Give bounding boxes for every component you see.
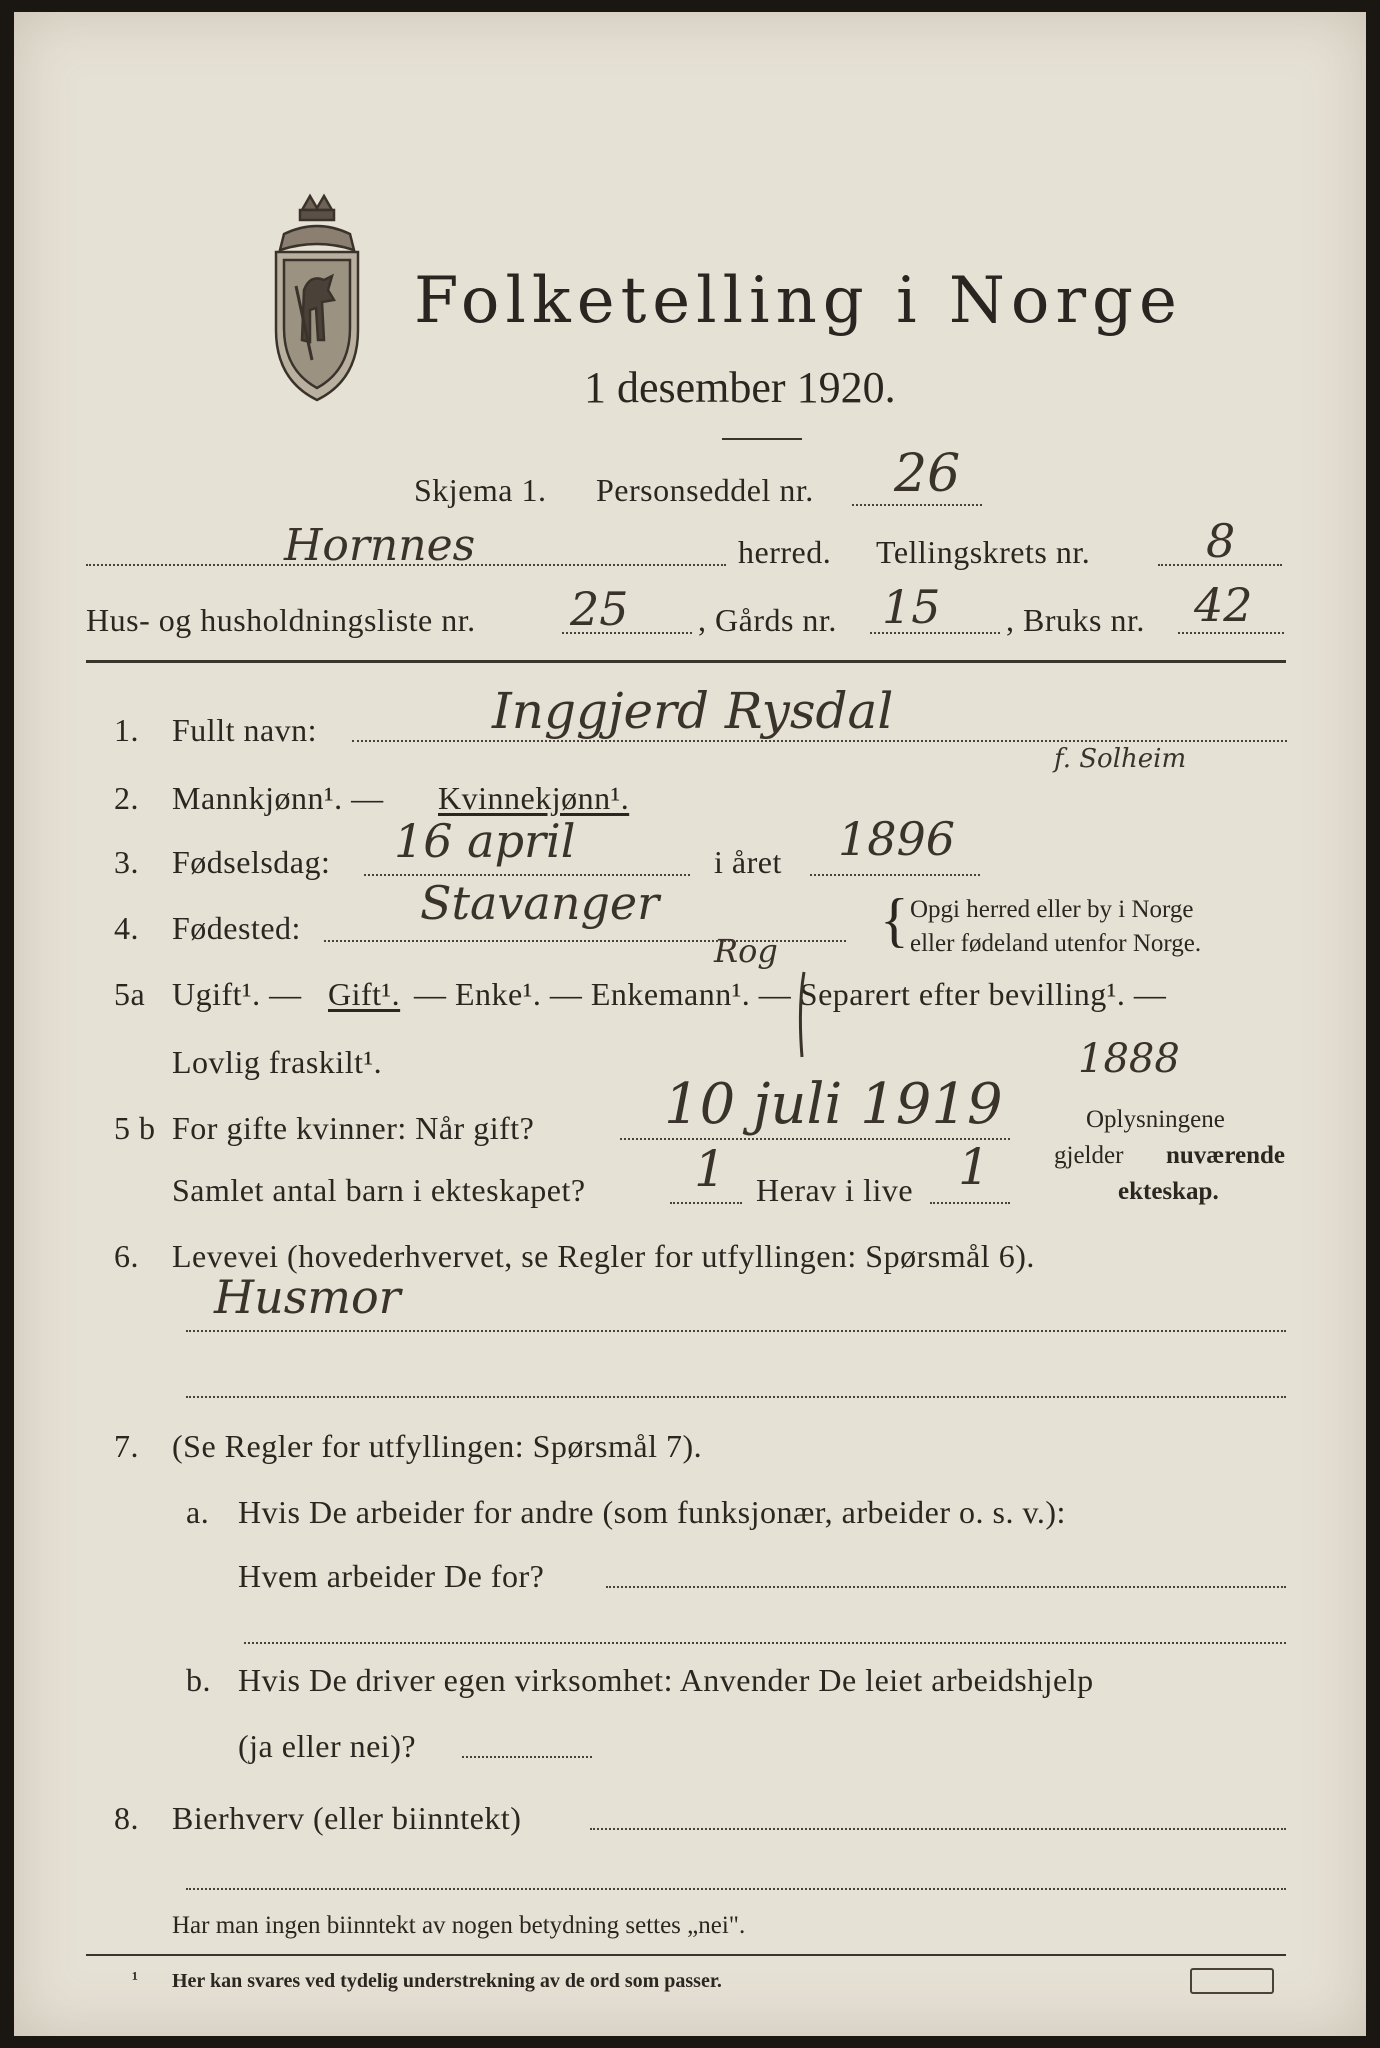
herred-label: herred. xyxy=(738,534,832,570)
census-date: 1 desember 1920. xyxy=(584,363,896,412)
birthplace-value: Stavanger xyxy=(420,876,660,930)
q7a-sub: Hvem arbeider De for? xyxy=(238,1558,545,1594)
q7-label: (Se Regler for utfyllingen: Spørsmål 7). xyxy=(172,1428,703,1464)
bruks-value: 42 xyxy=(1194,578,1253,632)
q5b-label: For gifte kvinner: Når gift? xyxy=(172,1110,535,1146)
birth-date-value: 16 april xyxy=(394,814,576,868)
schema-label: Skjema 1. xyxy=(414,472,547,508)
q7a-text: Hvis De arbeider for andre (som funksjonær, arbeider o. s. v.): xyxy=(238,1494,1066,1530)
birthplace-extra: Rog xyxy=(714,932,778,970)
q7b-sub: (ja eller nei)? xyxy=(238,1728,417,1764)
gards-label: , Gårds nr. xyxy=(698,602,837,638)
footer-note: Har man ingen biinntekt av nogen betydning settes „nei". xyxy=(172,1912,746,1939)
q3-label: Fødselsdag: xyxy=(172,844,331,880)
male-option: Mannkjønn¹. — xyxy=(172,780,384,816)
occupation-value: Husmor xyxy=(214,1270,401,1324)
alive-label: Herav i live xyxy=(756,1172,914,1208)
married-option: Gift¹. xyxy=(328,976,401,1012)
alive-value: 1 xyxy=(958,1138,990,1196)
footnote: Her kan svares ved tydelig understrekning av de ord som passer. xyxy=(172,1970,722,1992)
q7b-text: Hvis De driver egen virksomhet: Anvender De leiet arbeidshjelp xyxy=(238,1662,1094,1698)
year-label: i året xyxy=(714,844,782,880)
coat-of-arms-icon xyxy=(262,190,372,410)
census-form-sheet: Folketelling i Norge 1 desember 1920. Skjema 1. Personseddel nr. 26 Hornnes herred. Tellingskrets nr. 8 Hus- og husholdningsliste nr. 25 , Gårds nr. 15 , Bruks nr. 42 1. Fullt navn: Inggjerd Rysdal f. Solheim 2. Mannkjønn¹. — Kvinnekjønn¹. 3. Fødselsdag: 16 april i året 1896 4. Fødested: Stavanger Rog { Opgi herred eller by i Norge eller fødeland utenfor Norge. 5a Ugift¹. — Gift¹. — Enke¹. — Enkemann¹. — Separert efter bevilling¹. — Lovlig fraskilt¹. 1888 5 b For gifte kvinner: Når gift? 10 juli 1919 Samlet antal barn i ekteskapet? 1 Herav i live 1 Oplysningene gjelder nuværende ekteskap. 6. Levevei (hovederhvervet, se Regler for utfyllingen: Spørsmål 6). Husmor 7. (Se Regler for utfyllingen: Spørsmål 7). a. Hvis De arbeider for andre (som funksjonær, arbeider o. s. v.): Hvem arbeider De for? b. Hvis De driver egen virksomhet: Anvender De leiet arbeidshjelp (ja eller nei)? 8. Bierhverv (eller biinntekt) Har man ingen biinntekt av nogen betydning settes „nei". ¹ Her kan svares ved tydelig understrekning av de ord som passer. xyxy=(14,12,1366,2036)
side-note-2b: nuværende xyxy=(1166,1142,1286,1169)
q1-label: Fullt navn: xyxy=(172,712,318,748)
personseddel-label: Personseddel nr. xyxy=(596,472,814,508)
side-note-3: ekteskap. xyxy=(1118,1178,1219,1205)
divorced-option: Lovlig fraskilt¹. xyxy=(172,1044,383,1080)
birth-year-value: 1896 xyxy=(838,812,956,866)
birthplace-note-1: Opgi herred eller by i Norge xyxy=(910,896,1194,923)
female-option: Kvinnekjønn¹. xyxy=(438,780,630,816)
tellingskrets-label: Tellingskrets nr. xyxy=(876,534,1091,570)
herred-value: Hornnes xyxy=(284,520,476,571)
unmarried-option: Ugift¹. — xyxy=(172,976,302,1012)
marriage-date-value: 10 juli 1919 xyxy=(664,1072,1003,1137)
form-title: Folketelling i Norge xyxy=(414,264,1183,338)
side-note-2: gjelder xyxy=(1054,1142,1124,1169)
full-name-value: Inggjerd Rysdal xyxy=(492,682,894,740)
marital-options-rest: — Enke¹. — Enkemann¹. — Separert efter bevilling¹. — xyxy=(414,976,1167,1012)
printer-stamp xyxy=(1190,1968,1274,1994)
children-label: Samlet antal barn i ekteskapet? xyxy=(172,1172,586,1208)
gards-value: 15 xyxy=(882,580,941,634)
children-value: 1 xyxy=(694,1140,726,1198)
tellingskrets-value: 8 xyxy=(1206,514,1236,568)
birthplace-note-2: eller fødeland utenfor Norge. xyxy=(910,930,1202,957)
bruks-label: , Bruks nr. xyxy=(1006,602,1145,638)
maiden-name-note: f. Solheim xyxy=(1054,744,1187,774)
title-divider xyxy=(722,438,802,440)
header-rule xyxy=(86,660,1286,663)
q4-label: Fødested: xyxy=(172,910,301,946)
hus-label: Hus- og husholdningsliste nr. xyxy=(86,602,476,638)
q8-label: Bierhverv (eller biinntekt) xyxy=(172,1800,522,1836)
personseddel-value: 26 xyxy=(894,444,961,504)
q6-label: Levevei (hovederhvervet, se Regler for utfyllingen: Spørsmål 6). xyxy=(172,1238,1035,1274)
side-note-1: Oplysningene xyxy=(1086,1106,1225,1133)
marriage-year-note: 1888 xyxy=(1078,1036,1180,1082)
hus-value: 25 xyxy=(570,582,629,636)
